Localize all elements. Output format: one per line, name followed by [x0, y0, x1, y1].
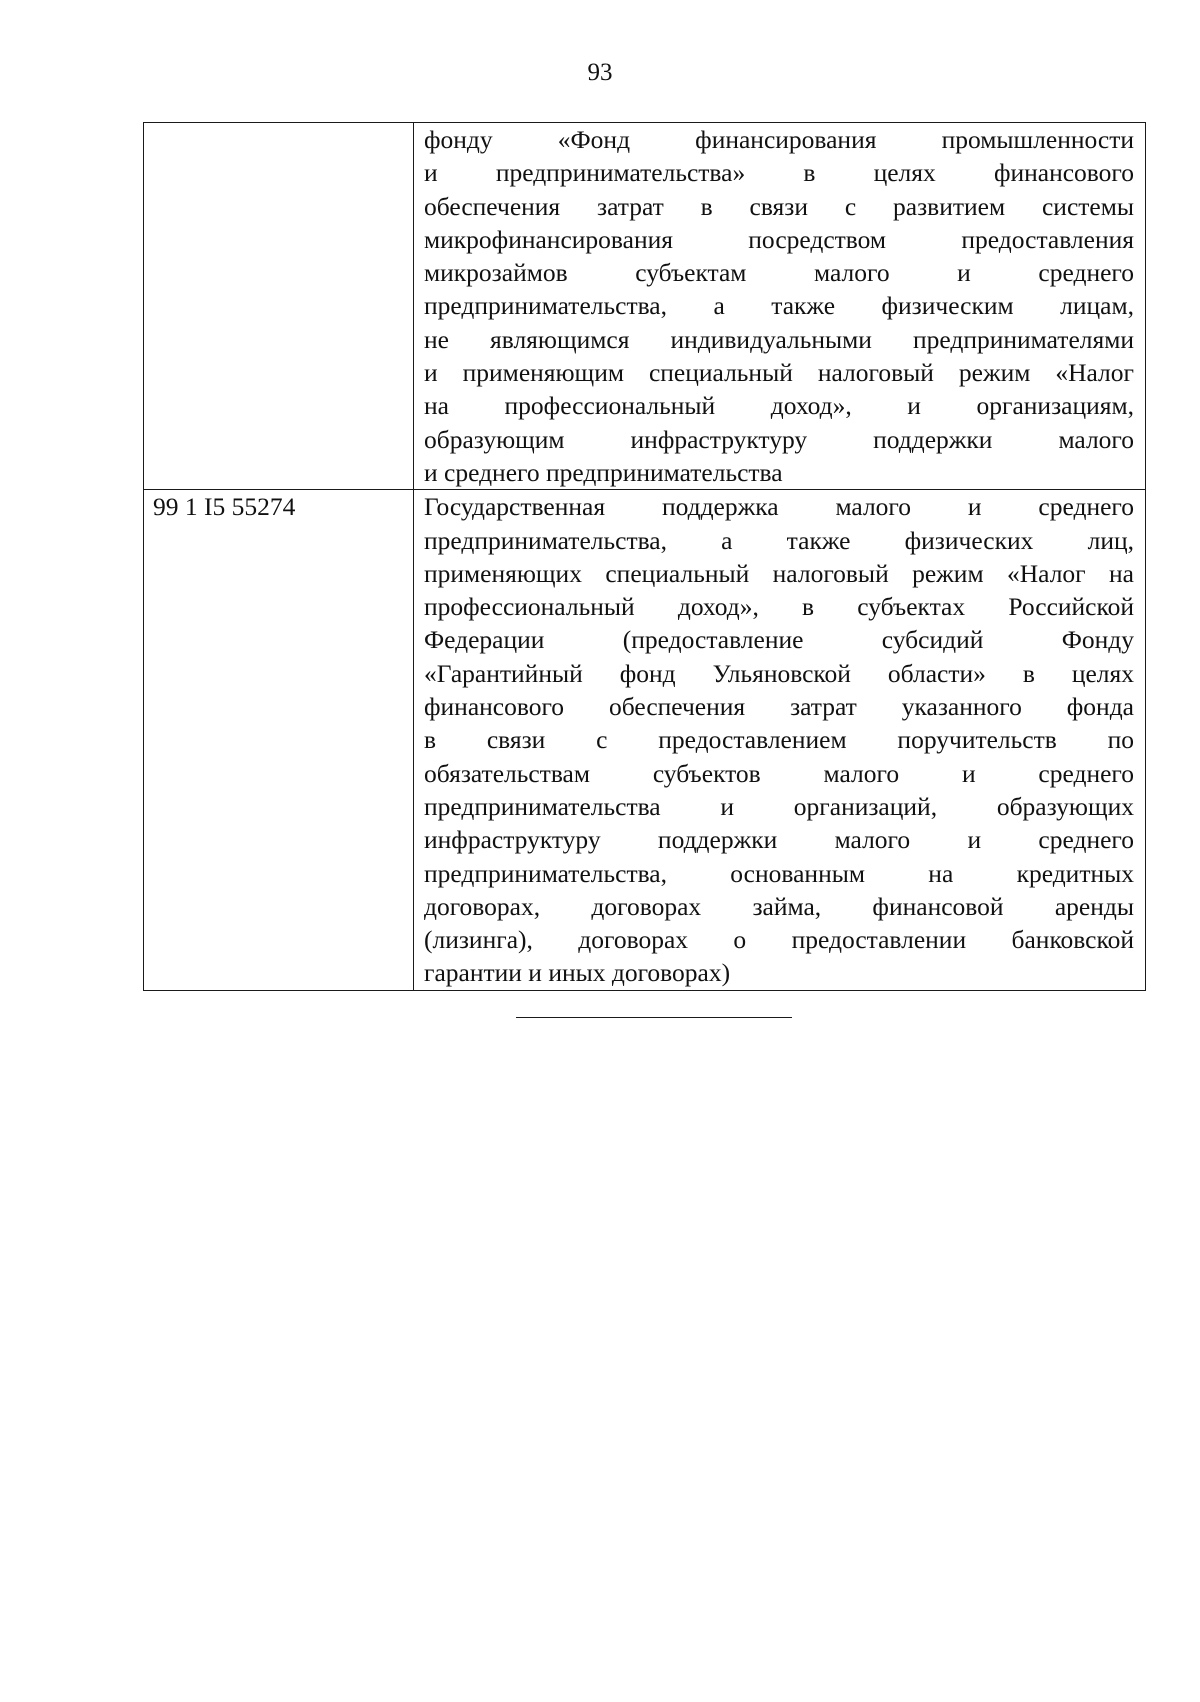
description-line: образующим инфраструктуру поддержки малого [424, 424, 1134, 454]
end-of-document-rule [516, 1017, 792, 1018]
description-line: гарантии и иных договорах) [424, 958, 731, 988]
description-line: и среднего предпринимательства [424, 457, 783, 487]
description-line: не являющимся индивидуальными предпринимателями [424, 324, 1134, 354]
description-line: Государственная поддержка малого и среднего [424, 492, 1134, 522]
page-number: 93 [587, 59, 613, 86]
code-cell [144, 123, 414, 490]
table-row [144, 490, 1146, 990]
description-line: финансового обеспечения затрат указанного фонда [424, 692, 1134, 722]
description-line: договорах, договорах займа, финансовой аренды [424, 891, 1134, 921]
description-line: фонду «Фонд финансирования промышленности [424, 125, 1134, 154]
description-line: предпринимательства, а также физическим лицам, [424, 291, 1134, 321]
description-line: Федерации (предоставление субсидий Фонду [424, 625, 1134, 655]
description-line: предпринимательства, а также физических лиц, [424, 525, 1134, 555]
description-line: обеспечения затрат в связи с развитием системы [424, 191, 1134, 221]
description-cell [414, 123, 1146, 490]
budget-classification-table [143, 122, 1146, 991]
description-line: (лизинга), договорах о предоставлении банковской [424, 925, 1134, 955]
description-line: обязательствам субъектов малого и среднего [424, 758, 1134, 788]
description-line: профессиональный доход», в субъектах Российской [424, 592, 1134, 622]
description-line: инфраструктуру поддержки малого и среднего [424, 825, 1134, 855]
description-line: и предпринимательства» в целях финансового [424, 158, 1134, 188]
description-line: микрозаймов субъектам малого и среднего [424, 258, 1134, 288]
description-line: и применяющим специальный налоговый режим «Налог [424, 358, 1134, 388]
table-row [144, 123, 1146, 490]
description-cell [414, 490, 1146, 990]
description-line: предпринимательства, основанным на кредитных [424, 858, 1134, 888]
description-line: предпринимательства и организаций, образующих [424, 791, 1134, 821]
description-line: применяющих специальный налоговый режим «Налог на [424, 558, 1134, 588]
code-cell: 99 1 I5 55274 [144, 490, 414, 990]
description-line: в связи с предоставлением поручительств по [424, 725, 1134, 755]
description-line: микрофинансирования посредством предоставления [424, 224, 1134, 254]
description-line: «Гарантийный фонд Ульяновской области» в целях [424, 658, 1134, 688]
description-line: на профессиональный доход», и организациям, [424, 391, 1134, 421]
